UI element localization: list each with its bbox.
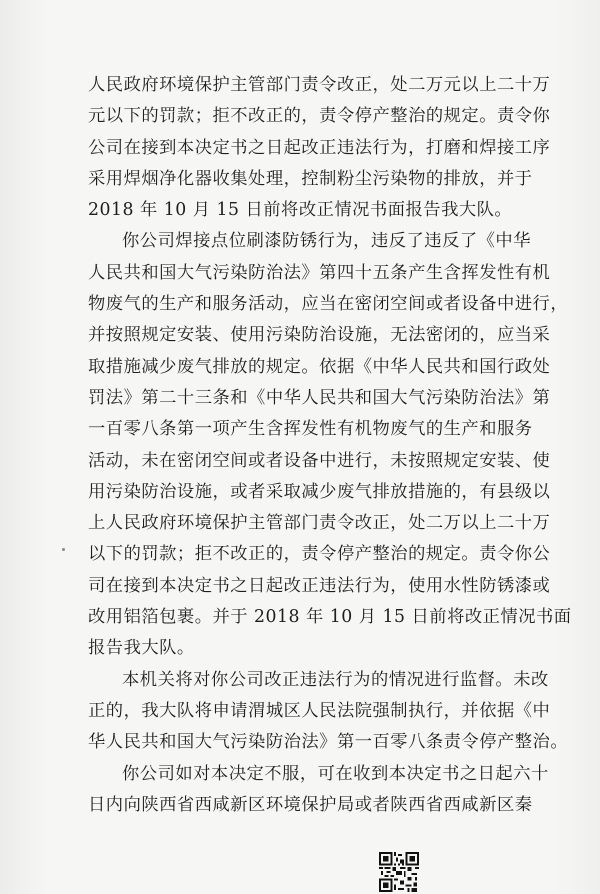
text-line: 一百零八条第一项产生含挥发性有机物废气的生产和服务 xyxy=(88,419,533,440)
text-line: 元以下的罚款；拒不改正的，责令停产整治的规定。责令你 xyxy=(88,106,551,127)
text-line: 并按照规定安装、使用污染防治设施，无法密闭的，应当采 xyxy=(88,325,551,346)
text-line: 以下的罚款；拒不改正的，责令停产整治的规定。责令你公 xyxy=(88,544,551,565)
text-line: 物废气的生产和服务活动，应当在密闭空间或者设备中进行， xyxy=(88,294,569,315)
text-line: 取措施减少废气排放的规定。依据《中华人民共和国行政处 xyxy=(88,356,551,377)
text-line: 人民共和国大气污染防治法》第四十五条产生含挥发性有机 xyxy=(88,262,551,283)
text-line: 华人民共和国大气污染防治法》第一百零八条责令停产整治。 xyxy=(88,732,569,753)
text-line: 司在接到本决定书之日起改正违法行为，使用水性防锈漆或 xyxy=(88,575,551,596)
text-line: 人民政府环境保护主管部门责令改正，处二万元以上二十万 xyxy=(88,75,551,95)
qr-code-icon xyxy=(379,852,419,892)
text-line: 上人民政府环境保护主管部门责令改正，处二万以上二十万 xyxy=(88,513,551,534)
scan-speck xyxy=(62,548,65,551)
text-line: 你公司焊接点位刷漆防锈行为，违反了违反了《中华 xyxy=(122,231,531,252)
text-line: 2018 年 10 月 15 日前将改正情况书面报告我大队。 xyxy=(88,200,513,221)
text-line: 正的，我大队将申请渭城区人民法院强制执行，并依据《中 xyxy=(88,700,551,721)
text-line: 日内向陕西省西咸新区环境保护局或者陕西省西咸新区秦 xyxy=(88,794,533,815)
text-line: 改用铝箔包裹。并于 2018 年 10 月 15 日前将改正情况书面 xyxy=(88,607,572,628)
document-body xyxy=(88,70,572,821)
text-line: 采用焊烟净化器收集处理，控制粉尘污染物的排放，并于 xyxy=(88,168,533,189)
text-line: 公司在接到本决定书之日起改正违法行为，打磨和焊接工序 xyxy=(88,137,551,158)
text-line: 你公司如对本决定不服，可在收到本决定书之日起六十 xyxy=(122,763,549,784)
text-line: 用污染防治设施，或者采取减少废气排放措施的，有县级以 xyxy=(88,481,551,502)
text-line: 本机关将对你公司改正违法行为的情况进行监督。未改 xyxy=(122,669,549,690)
text-line: 活动，未在密闭空间或者设备中进行，未按照规定安装、使 xyxy=(88,450,551,471)
text-line: 报告我大队。 xyxy=(88,638,195,659)
text-line: 罚法》第二十三条和《中华人民共和国大气污染防治法》第 xyxy=(88,387,551,408)
